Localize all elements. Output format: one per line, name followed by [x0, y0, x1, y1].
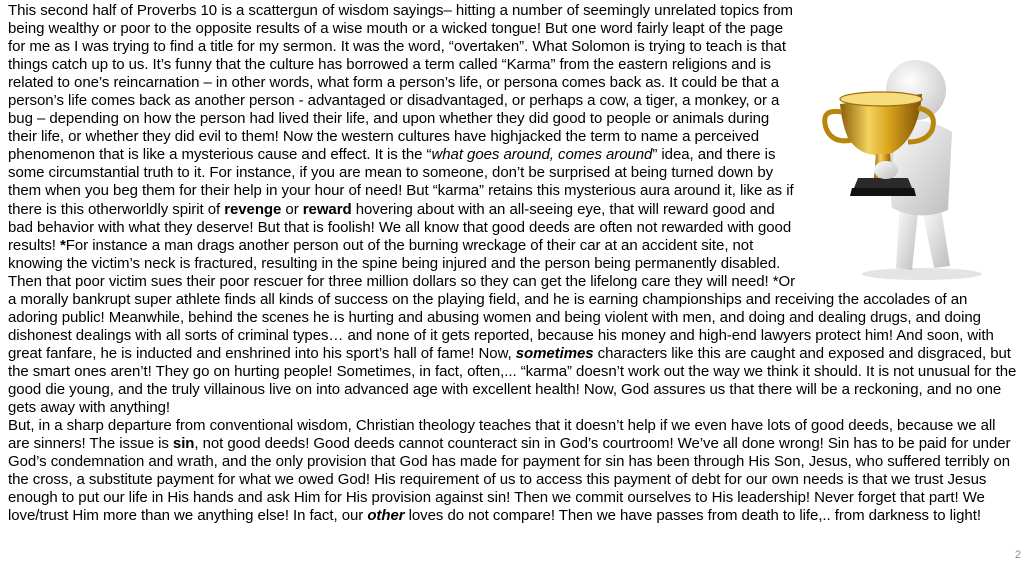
- p1-text-1: This second half of Proverbs 10 is a scattergun of wisdom sayings– hitting a number of seemingly unrelated topics from being wealthy or poor to the opposite results of a wise mouth or a wicked tongue! But one word fairly leapt of the page for me as I was trying to find a title for my sermon. It was the word, “overtaken”. What Solomon is trying to teach is that things catch up to us. It’s funny that the culture has borrowed a term called “Karma” from the eastern religions and is related to one’s reincarnation – in other words, what form a person’s life, or persona comes back as. It could be that a person’s life comes back as another person - advantaged or disadvantaged, or perhaps a cow, a tiger, a monkey, or a bug – depending on how the person had lived their life, and upon whether they did good to people or animals during their life, or whether they did evil to them! Now the western cultures have highjacked the term to name a perceived phenomenon that is like a mysterious cause and effect. It is the “: [8, 2, 793, 164]
- p1-bold-italic-sometimes: sometimes: [515, 344, 594, 362]
- page-number: 2: [1014, 549, 1021, 561]
- figure-holding-trophy-icon: [812, 42, 1012, 282]
- p1-bold-revenge: revenge: [224, 200, 282, 218]
- paragraph-theology: [8, 417, 1018, 525]
- p1-italic-phrase: what goes around, comes around: [431, 146, 653, 164]
- p1-text-4: hovering about with an all-seeing eye, that will reward good and bad behavior with what they deserve! But that is foolish! We all know that good deeds are often not rewarded with good results!: [8, 200, 792, 254]
- p2-text-2: , not good deeds! Good deeds cannot counteract sin in God’s courtroom! We’ve all done wrong! Sin has to be paid for under God’s condemnation and wrath, and the only provision that God has made for payment for sin has been through His Son, Jesus, who suffered terribly on the cross, a substitute payment for what we owed God! His requirement of us to access this payment of debt for our own needs is that we trust Jesus enough to put our life in His hands and ask Him for His provision against sin! Then we commit ourselves to His leadership! Never forget that part! We love/trust Him more than we anything else! In fact, our: [8, 435, 1011, 525]
- p2-text-3: loves do not compare! Then we have passes from death to life,.. from darkness to light!: [404, 507, 981, 525]
- p1-text-6: characters like this are caught and exposed and disgraced, but the smart ones aren’t! They go on hurting people! Sometimes, in fact, often,... “karma” doesn’t work out the way we think it should. It is not unusual for the good die young, and the truly villainous live on into advanced age with excellent health! Now, God assures us that there will be a reckoning, and no one gets away with anything!: [8, 344, 1017, 417]
- p1-text-5: For instance a man drags another person out of the burning wreckage of their car at an accident site, not knowing the victim’s neck is fractured, resulting in the spine being injured and the person being permanently disabled. Then that poor victim sues their poor rescuer for three million dollars so they can get the lifelong care they will need! *Or a morally bankrupt super athlete finds all kinds of success on the playing field, and he is earning championships and receiving the accolades of an adoring public! Meanwhile, behind the scenes he is hurting and abusing women and being violent with men, and doing and dealing drugs, and doing dishonest dealings with all sorts of criminal types… and none of it gets reported, because his money and high-end lawyers protect him! And soon, with great fanfare, he is inducted and enshrined into his sport’s hall of fame! Now,: [8, 236, 994, 362]
- sermon-text: [8, 2, 1018, 525]
- trophy-figure-illustration: [812, 42, 1012, 282]
- p2-text-1: But, in a sharp departure from conventional wisdom, Christian theology teaches that it doesn’t help if we even have lots of good deeds, because we all are sinners! The issue is: [8, 417, 996, 453]
- p1-text-3: or: [281, 200, 303, 218]
- p2-bold-italic-other: other: [367, 507, 405, 525]
- p1-bold-reward: reward: [302, 200, 352, 218]
- p1-text-2: ” idea, and there is some circumstantial truth to it. For instance, if you are mean to someone, don’t be surprised at being turned down by them when you beg them for their help in your hour of need! But “karma” retains this mysterious aura around it, like as if there is this otherworldly spirit of: [8, 146, 794, 218]
- p1-bold-asterisk: *: [59, 236, 66, 254]
- p2-bold-sin: sin: [172, 435, 195, 453]
